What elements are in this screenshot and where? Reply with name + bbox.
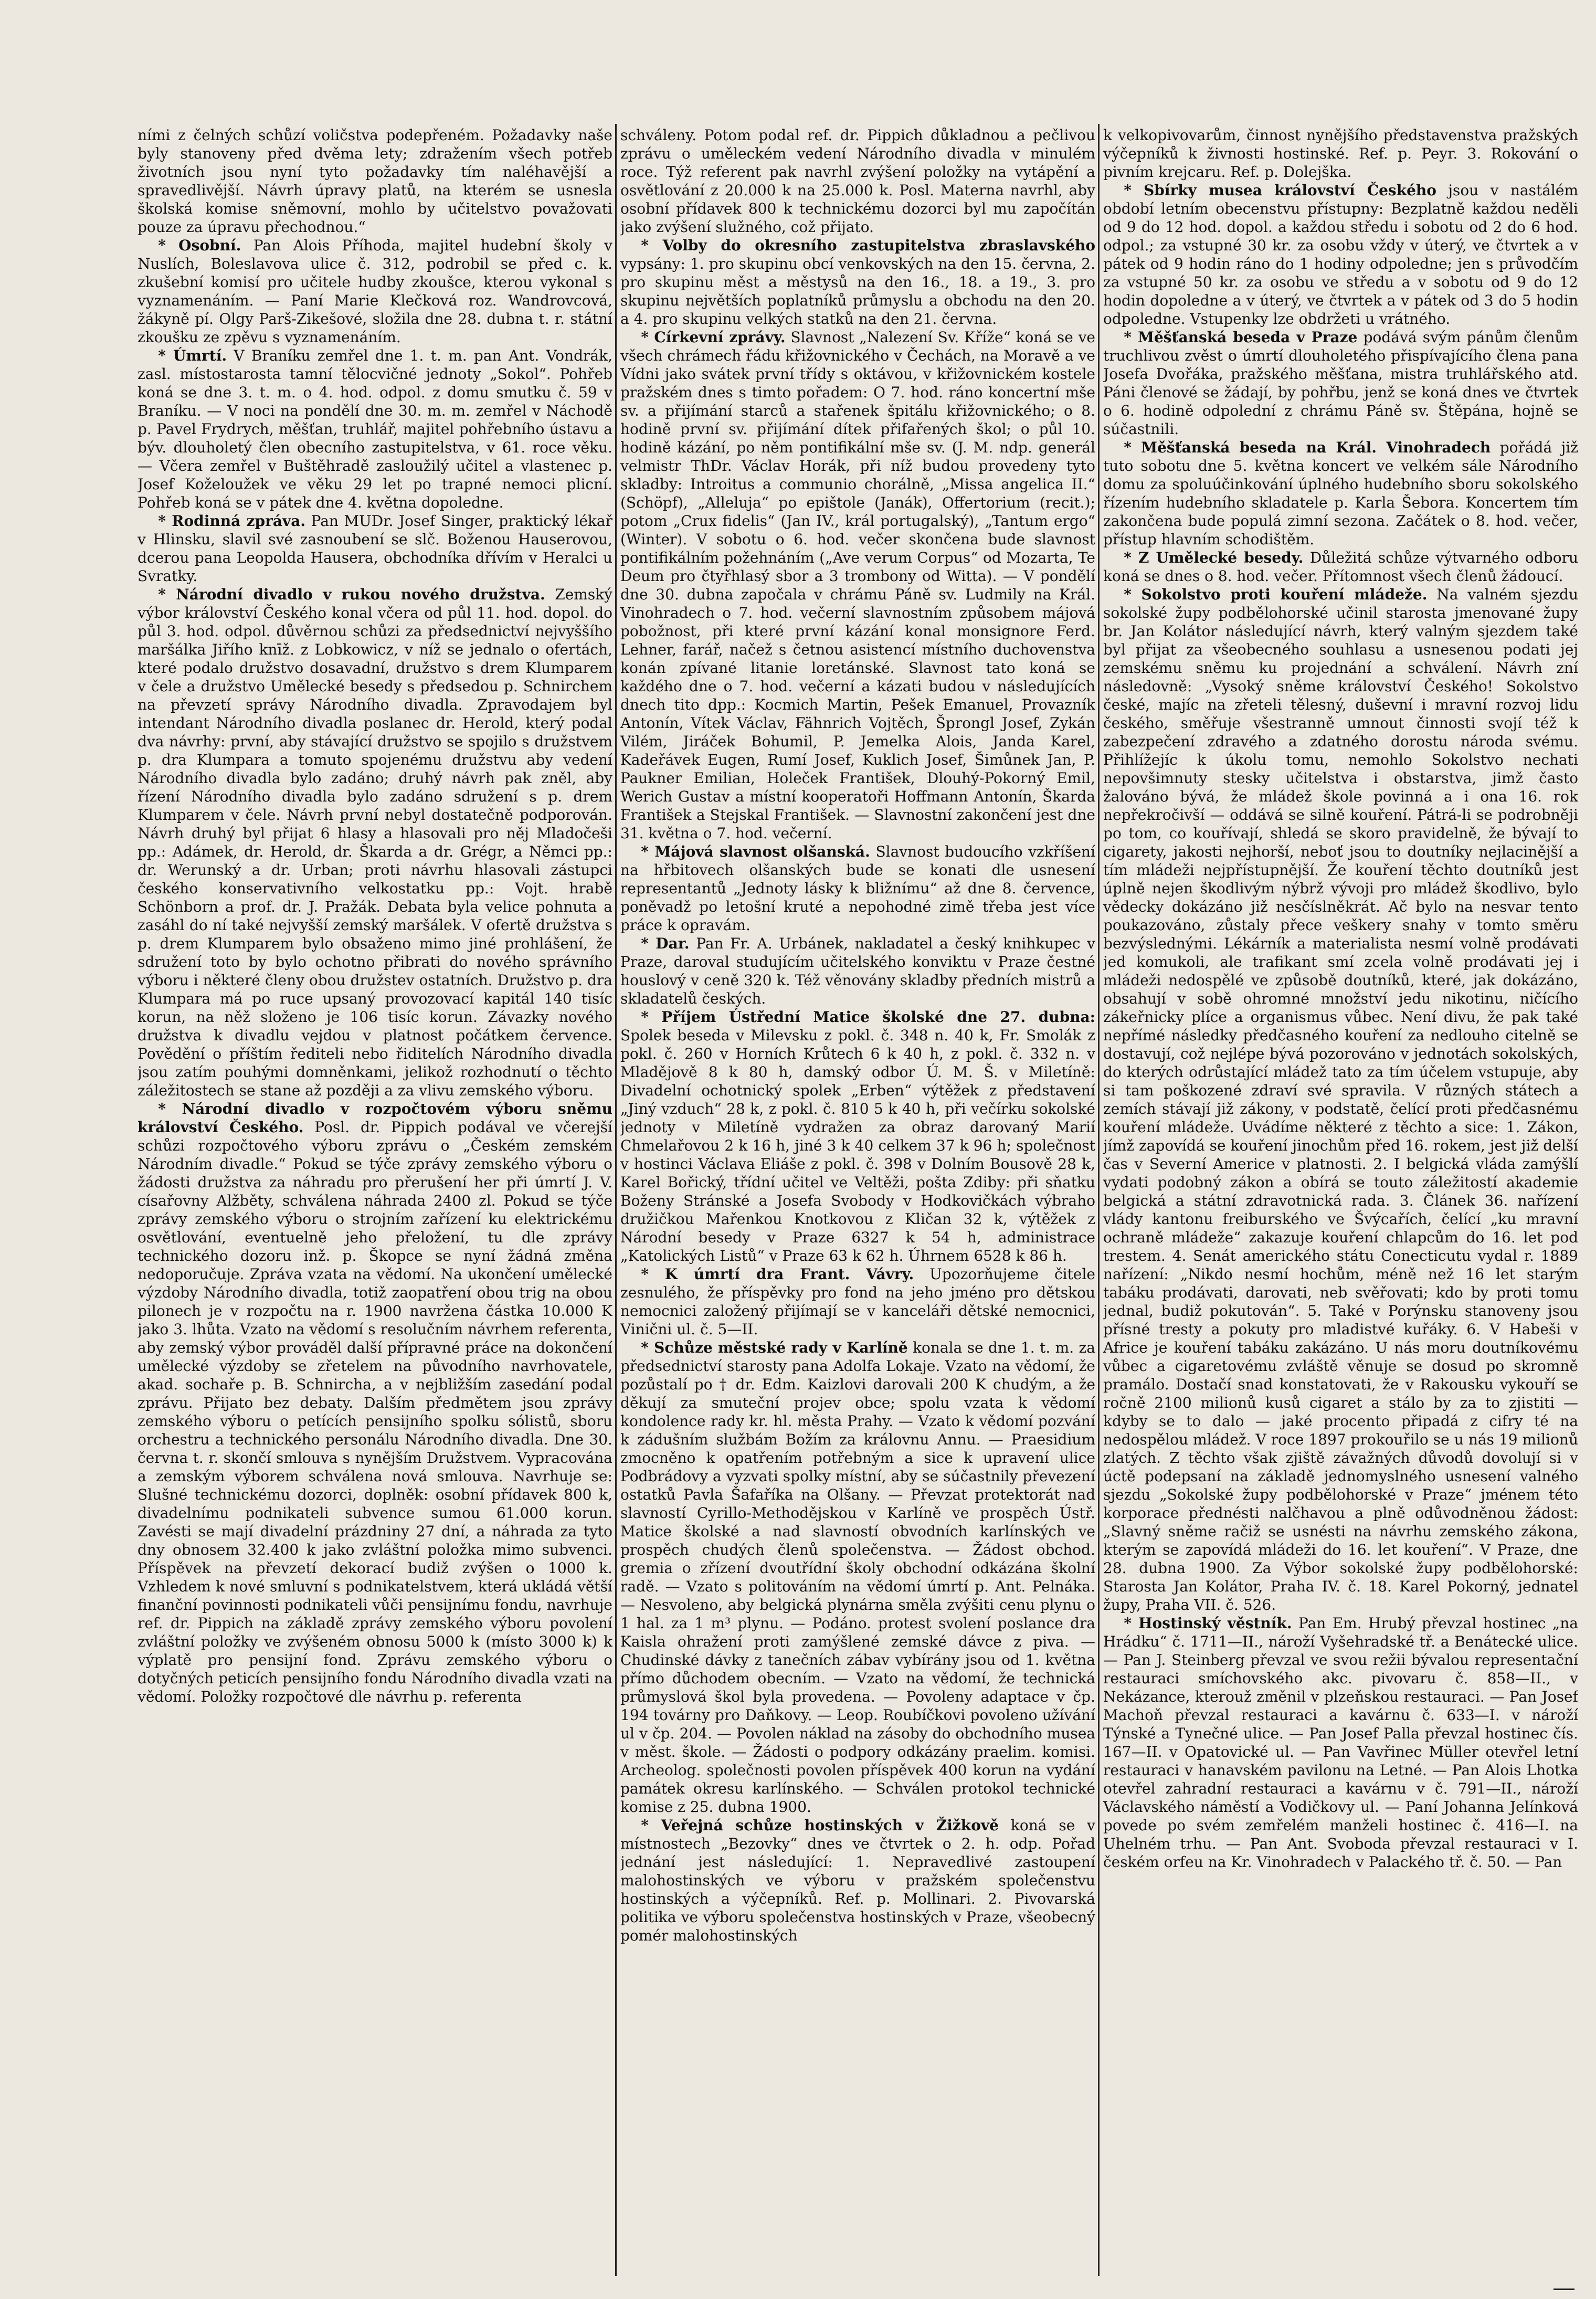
article-heading: * Sbírky musea království Českého (1124, 182, 1436, 199)
article-heading: * Měšťanská beseda na Král. Vinohradech (1124, 439, 1491, 456)
article-text: Pan MUDr. Josef Singer, praktický lékař v Hlinsku, slavil své zasnoubení se slč. Boženou Hauserovou, dcerou pana Leopolda Hausera, obchodníka dřívím v Heralci u Svratky. (138, 512, 612, 585)
article-paragraph (1103, 1614, 1578, 1871)
article-paragraph (1103, 585, 1578, 1614)
article-text: podává svým pánům členům truchlivou zvěst o úmrtí dlouholetého přispívajícího člena pana Josefa Dvořáka, pražského měšťana, mistra truhlářského atd. Páni členové se žádají, by pohřbu, jenž se koná dnes ve čtvrtek o 6. hodině odpolední z chrámu Páně sv. Štěpána, hojně se súčastnili. (1103, 329, 1578, 438)
article-heading: * Církevní zprávy. (641, 329, 786, 346)
article-paragraph (138, 126, 612, 236)
article-heading: * Sokolstvo proti kouření mládeže. (1124, 586, 1428, 603)
article-paragraph (620, 1816, 1095, 1945)
article-text: Pan Alois Příhoda, majitel hudební školy v Nuslích, Boleslavova ulice č. 312, podrobil se před c. k. zkušební komisí pro učitele hudby zkoušce, kterou vykonal s vyznamenáním. — Paní Marie Klečková roz. Wandrovcová, žákyně pí. Olgy Parš-Zikešové, složila dne 28. dubna t. r. státní zkoušku ze zpěvu s vyznamenáním. (138, 237, 612, 346)
article-heading: * Volby do okresního zastupitelstva zbraslavského (641, 237, 1095, 254)
article-text: schváleny. Potom podal ref. dr. Pippich důkladnou a pečlivou zprávu o uměleckém vedení Národního divadla v minulém roce. Týž referent pak navrhl zvýšení položky na vytápění a osvětlování z 20.000 k na 25.000 k. Posl. Materna navrhl, aby osobní přídavek 800 k technickému dozorci byl mu započítán jako zvýšení služného, což přijato. (620, 126, 1095, 236)
article-heading: * Národní divadlo v rukou nového družstva. (158, 586, 545, 603)
article-heading: * Dar. (641, 935, 690, 952)
article-text: vypsány: 1. pro skupinu obcí venkovských na den 15. června, 2. pro skupinu měst a městysů na den 16., 18. a 19., 3. pro skupinu největších poplatníků průmyslu a obchodu na den 20. a 4. pro skupinu velkých statků na den 21. června. (620, 255, 1095, 328)
article-text: jsou v nastálém období letním obecenstvu přístupny: Bezplatně každou neděli od 9 do 12 hod. dopol. a každou středu i sobotu od 2 do 6 hod. odpol.; za vstupné 30 kr. za osobu vždy v úterý, ve čtvrtek a v pátek od 9 hodin ráno do 1 hodiny odpoledne; jen s průvodčím za vstupné 50 kr. za osobu ve středu a v sobotu od 9 do 12 hodin dopoledne a v úterý, ve čtvrtek a v pátek od 3 do 5 hodin odpoledne. Vstupenky lze obdržeti u vrátného. (1103, 182, 1578, 328)
article-paragraph (138, 512, 612, 585)
article-paragraph (620, 1338, 1095, 1816)
article-text: Pan Fr. A. Urbánek, nakladatel a český knihkupec v Praze, daroval studujícím učitelského konviktu v Praze čestné houslový v ceně 320 k. Též věnovány skladby předních mistrů a skladatelů českých. (620, 935, 1095, 1007)
article-paragraph (138, 1100, 612, 1706)
article-paragraph (1103, 181, 1578, 328)
article-text: koná se v místnostech „Bezovky“ dnes ve čtvrtek o 2. h. odp. Pořad jednání jest následující: 1. Nepravedlivé zastoupení malohostinských ve výboru v pražském společenstvu hostinských a výčepníků. Ref. p. Mollinari. 2. Pivovarská politika ve výboru společenstva hostinských v Praze, všeobecný pomér malohostinských (620, 1817, 1095, 1944)
article-heading: * Příjem Ústřední Matice školské dne 27. dubna: (641, 1008, 1095, 1026)
article-text: Upozorňujeme čitele zesnulého, že příspěvky pro fond na jeho jméno pro dětskou nemocnici založený přijímají se v kanceláři dětské nemocnici, Vinični ul. č. 5—II. (620, 1265, 1095, 1338)
article-text: Slavnost „Nalezení Sv. Kříže“ koná se ve všech chrámech řádu křižovnického v Čechách, na Moravě a ve Vídni jako svátek první třídy s oktávou, v křižovnickém kostele pražském dnes s timto pořadem: O 7. hod. ráno koncertní mše sv. a přijímání starců a stařenek špitálu křižovnického; o 8. hodině první sv. přijímání dítek přifařených škol; o půl 10. hodině kázání, po něm pontifikální mše sv. (J. M. ndp. generál velmistr ThDr. Václav Horák, při níž budou provedeny tyto skladby: Introitus a communio chorálně, „Missa angelica II.“ (Schöpf), „Alleluja“ po epištole (Janák), Offertorium (recit.); potom „Crux fidelis“ (Jan IV., král portugalský), „Tantum ergo“ (Winter). V sobotu o 6. hod. večer skončena bude slavnost pontifikálním požehnáním („Ave verum Corpus“ od Mozarta, Te Deum pro čtyřhlasý sbor a 3 trombony od Witta). — V pondělí dne 30. dubna započala v chrámu Páně sv. Ludmily na Král. Vinohradech o 7. hod. večerní slavnostním způsobem májová pobožnost, při které první kázání konal monsignore Ferd. Lehner, farář, načež s četnou asistencí místního duchovenstva konán zpívané litanie loretánské. Slavnost tato koná se každého dne o 7. hod. večerní a kázati budou v následujících dnech tito dpp.: Kocmich Martin, Pešek Emanuel, Provazník Antonín, Vítek Václav, Fähnrich Vojtěch, Šprongl Josef, Zykán Vilém, Jiráček Bohumil, P. Jemelka Alois, Janda Karel, Kadeřávek Eugen, Rumí Josef, Kuklich Josef, Šimůnek Jan, P. Paukner Emilian, Holeček František, Dlouhý-Pokorný Emil, Werich Gustav a místní kooperatoři Hoffmann Antonín, Škarda František a Stejskal František. — Slavnostní zakončení jest dne 31. května o 7. hod. večerní. (620, 329, 1095, 842)
article-text: Důležitá schůze výtvarného odboru koná se dnes o 8. hod. večer. Přítomnost všech členů žádoucí. (1103, 549, 1578, 585)
column-rule (1098, 124, 1100, 2276)
article-paragraph (138, 585, 612, 1100)
article-text: Posl. dr. Pippich podával ve včerejší schůzi rozpočtového výboru zprávu o „Českém zemském Národním divadle.“ Pokud se týče zprávy zemského výboru o žádosti družstva za náhradu pro přerušení her při úmrtí J. V. císařovny Alžběty, schválena náhrada 2400 zl. Pokud se týče zprávy zemského výboru o strojním zařízení ku elektrickému osvětlování, eventuelně jeho přeložení, tu dle zprávy technického dozoru inž. p. Škopce se nyní žádná změna nedoporučuje. Zpráva vzata na vědomí. Na ukončení umělecké výzdoby Národního divadla, totiž zaopatření obou trig na obou pilonech je v rozpočtu na r. 1900 navržena částka 10.000 K jako 3. lhůta. Vzato na vědomí s resolučním návrhem referenta, aby zemský výbor prováděl další přípravné práce na dokončení umělecké výzdoby se zřetelem na původního navrhovatele, akad. sochaře p. B. Schnircha, a v nejbližším zasedání podal zprávu. Přijato bez debaty. Dalším předmětem jsou zprávy zemského výboru o petících pensijního spolku sólistů, sboru orchestru a technického personálu Národního divadla. Dne 30. června t. r. skončí smlouva s nynějším Družstvem. Vypracována a zemským výborem schválena nová smlouva. Navrhuje se: Slušné technickému dozorci, doplněk: osobní přídavek 800 k, divadelnímu podnikateli subvence sumou 61.000 korun. Zavésti se mají divadelní prázdniny 27 dní, a náhrada za tyto dny obnosem 32.400 k jako zvláštní položka mimo subvenci. Příspěvek na převzetí dekorací budiž zvýšen o 1000 k. Vzhledem k nové smluvní s podnikatelstvem, která ukládá větší finanční povinnosti podnikateli vůči pensijnímu fondu, navrhuje ref. dr. Pippich na základě zprávy zemského výboru povolení zvláštní položky ve zvýšeném obnosu 5000 k (místo 3000 k) k výplatě pro pensijní fond. Zprávu zemského výboru o dotyčných peticích pensijního fondu Národního divadla vzati na vědomí. Položky rozpočtové dle návrhu p. referenta (138, 1119, 612, 1705)
article-paragraph (620, 934, 1095, 1008)
column-3 (1103, 126, 1578, 2273)
article-paragraph (1103, 438, 1578, 549)
column-rule (615, 124, 617, 2276)
article-heading: * Úmrtí. (158, 347, 227, 364)
article-heading: * Měšťanská beseda v Praze (1124, 329, 1358, 346)
article-paragraph (1103, 549, 1578, 585)
article-heading: * Osobní. (158, 237, 241, 254)
article-heading: * Hostinský věstník. (1124, 1615, 1292, 1632)
article-paragraph (620, 328, 1095, 842)
article-text: Pan Em. Hrubý převzal hostinec „na Hrádku“ č. 1711—II., nároží Vyšehradské tř. a Benátecké ulice. — Pan J. Steinberg převzal ve svou režii bývalou representační restauraci smíchovského akc. pivovaru č. 858—II., v Nekázance, kterouž změnil v plzeňskou restauraci. — Pan Josef Machoň převzal restauraci a kavárnu č. 633—I. v nároží Týnské a Tynečné ulice. — Pan Josef Palla převzal hostinec čís. 167—II. v Opatovické ul. — Pan Vavřinec Müller otevřel letní restauraci v hanavském pavilonu na Letné. — Pan Alois Lhotka otevřel zahradní restauraci a kavárnu v č. 791—II., nároží Václavského náměstí a Vodičkovy ul. — Paní Johanna Jelínková povede po svém zemřelém manželi hostinec č. 416—I. na Uhelném trhu. — Pan Ant. Svoboda převzal restauraci v I. českém orfeu na Kr. Vinohradech v Palackého tř. č. 50. — Pan (1103, 1615, 1578, 1871)
article-text: ními z čelných schůzí voličstva podepřeném. Požadavky naše byly stanoveny před dvěma lety; zdražením všech potřeb životních jsou nyní tyto požadavky tím naléhavější a spravedlivější. Návrh úpravy platů, na kterém se usnesla školská komise sněmovní, mohlo by učitelstvo považovati pouze za úpravu přechodnou.“ (138, 126, 612, 236)
column-1 (138, 126, 612, 2273)
end-dash (1553, 2289, 1574, 2290)
article-heading: * Veřejná schůze hostinských v Žižkově (641, 1817, 999, 1834)
article-heading: * K úmrtí dra Frant. Vávry. (641, 1265, 914, 1283)
article-paragraph (620, 236, 1095, 328)
article-heading: * Národní divadlo v rozpočtovém výboru sněmu království Českého. (138, 1100, 612, 1136)
article-text: konala se dne 1. t. m. za předsednictví starosty pana Adolfa Lokaje. Vzato na vědomí, že pozůstalí po † dr. Edm. Kaizlovi darovali 200 K chudým, a že děkují za smuteční projev obce; spolu vzata k vědomí kondolence rady kr. hl. města Prahy. — Vzato k vědomí pozvání k zádušním službám Božím za královnu Annu. — Praesidium zmocněno k opatřením potřebným a sice k upravení ulice Podbrádovy a vyzvati spolky místní, aby se súčastnily převezení ostatků Pavla Šafaříka na Olšany. — Převzat protektorát nad slavností Cyrillo-Methodějskou v Karlíně ve prospěch Ústř. Matice školské a nad slavností obvodních karlínských ve prospěch chudých členů společenstva. — Žádost obchod. gremia o zřízení dvoutřídní školy obchodní odkázána školní radě. — Vzato s politováním na vědomí úmrtí p. Ant. Pelnáka. — Nesvoleno, aby belgická plynárna směla zvýšiti cenu plynu o 1 hal. za 1 m³ plynu. — Podáno. protest svolení poslance dra Kaisla ohražení proti zamýšlené zemské dávce z piva. — Chudinské dávky z tanečních zábav vybírány jsou od 1. května přímo důchodem obecním. — Vzato na vědomí, že technická průmyslová škol byla provedena. — Povoleny adaptace v čp. 194 továrny pro Daňkovy. — Leop. Roubíčkovi povoleno užívání ul v čp. 204. — Povolen náklad na zásoby do obchodního musea v měst. škole. — Žádosti o podpory odkázány praelim. komisi. Archeolog. společnosti povolen příspěvek 400 korun na vydání památek okresu karlínského. — Schválen protokol technické komise z 25. dubna 1900. (620, 1339, 1095, 1816)
article-paragraph (1103, 328, 1578, 438)
article-paragraph (620, 842, 1095, 934)
article-heading: * Z Umělecké besedy. (1124, 549, 1304, 566)
article-text: Spolek beseda v Milevsku z pokl. č. 348 n. 40 k, Fr. Smolák z pokl. č. 260 v Horních Krůtech 6 k 40 h, z pokl. č. 332 n. v Mladějově 8 k 80 h, damský odbor Ú. M. Š. v Miletíně: Divadelní ochotnický spolek „Erben“ výtěžek z představení „Jiný vzduch“ 28 k, z pokl. č. 810 5 k 40 h, při večírku sokolské jednoty v Miletíně vydražen za obraz darovaný Marií Chmelařovou 2 k 16 h, jiné 3 k 40 celkem 37 k 96 h; společnost v hostinci Václava Eliáše z pokl. č. 398 v Dolním Bousově 28 k, Karel Bořický, třídní učitel ve Veltěži, pošta Zdiby: při sňatku Boženy Stránské a Josefa Svobody v Hodkovičkách výbraho družičkou Mařenkou Knotkovou z Kličan 32 k, výtěžek z Národní besedy v Praze 6327 k 54 h, administrace „Katolických Listů“ v Praze 63 k 62 h. Úhrnem 6528 k 86 h. (620, 1027, 1095, 1264)
article-heading: * Rodinná zpráva. (158, 512, 306, 530)
article-paragraph (1103, 126, 1578, 181)
article-paragraph (620, 1008, 1095, 1265)
article-text: k velkopivovarům, činnost nynějšího představenstva pražských výčepníků k živnosti hostinské. Ref. p. Peyr. 3. Rokování o pivním krejcaru. Ref. p. Dolejška. (1103, 126, 1578, 181)
article-paragraph (620, 126, 1095, 236)
article-heading: * Schůze městské rady v Karlíně (641, 1339, 908, 1356)
article-paragraph (138, 236, 612, 346)
column-2 (620, 126, 1095, 2273)
article-text: V Braníku zemřel dne 1. t. m. pan Ant. Vondrák, zasl. místostarosta tamní tělocvičné jednoty „Sokol“. Pohřeb koná se dne 3. t. m. o 4. hod. odpol. z domu smutku č. 59 v Braníku. — V noci na pondělí dne 30. m. m. zemřel v Náchodě p. Pavel Frydrych, měšťan, truhlář, majitel pohřebního ústavu a býv. dlouholetý člen obecního zastupitelstva, v 61. roce věku. — Včera zemřel v Buštěhradě zasloužilý učitel a vlastenec p. Josef Koželoužek ve věku 29 let po trapné nemoci plicní. Pohřeb koná se v pátek dne 4. května dopoledne. (138, 347, 612, 511)
article-text: Zemský výbor království Českého konal včera od půl 11. hod. dopol. do půl 3. hod. odpol. důvěrnou schůzi za předsednictví nejvyššího maršálka Jiřího knīž. z Lobkowicz, v níž se jednalo o ofertách, které podalo družstvo dosavadní, družstvo s drem Klumparem v čele a družstvo Umělecké besedy s předsedou p. Schnirchem na převzetí správy Národního divadla. Zpravodajem byl intendant Národního divadla poslanec dr. Herold, který podal dva návrhy: první, aby stávající družstvo se spojilo s družstvem p. dra Klumpara a tomuto spojenému družstvu aby vedení Národního divadla bylo zadáno; druhý návrh pak zněl, aby řízení Národního divadla bylo zadáno sdružení s p. drem Klumparem v čele. Návrh první nebyl dostatečně podporován. Návrh druhý byl přijat 6 hlasy a hlasovali pro něj Mladočeši pp.: Adámek, dr. Herold, dr. Škarda a dr. Grégr, a Němci pp.: dr. Werunský a dr. Urban; proti návrhu hlasovali zástupci českého konservativního velkostatku pp.: Vojt. hrabě Schönborn a prof. dr. J. Pražák. Debata byla velice pohnuta a zasáhl do ní také nejvyšší zemský maršálek. V ofertě družstva s p. drem Klumparem bylo obsaženo mimo jiné prohlášení, že sdružení toto by bylo ochotno přibrati do nového správního výboru i některé členy obou družstev ostatních. Družstvo p. dra Klumpara má po ruce upsaný provozovací kapitál 140 tisíc korun, na něž složeno je 106 tisíc korun. Závazky nového družstva k divadlu vejdou v platnost počátkem července. Povědění o příštím řediteli nebo řiditelích Národního divadla jsou zatím pouhými domněnkami, jelikož rozhodnutí o těchto záležitostech se stane až později a za vlivu zemského výboru. (138, 586, 612, 1099)
article-paragraph (138, 346, 612, 512)
article-text: pořádá již tuto sobotu dne 5. května koncert ve velkém sále Národního domu za spoluúčinkování úplného hudebního sboru sokolského řízením hudebního skladatele p. Karla Šebora. Koncertem tím zakončena bude populá zimní sezona. Začátek o 8. hod. večer, přístup hlavním schodištěm. (1103, 439, 1578, 548)
article-paragraph (620, 1265, 1095, 1338)
article-heading: * Májová slavnost olšanská. (641, 843, 870, 860)
article-text: Na valném sjezdu sokolské župy podbělohorské učinil starosta jmenované župy br. Jan Kolátor následující návrh, který valným sjezdem také byl přijat za všeobecného souhlasu a usnesenou podati jej zemskému sněmu ku projednání a schválení. Návrh zní následovně: „Vysoký sněme království Českého! Sokolstvo české, majíc na zřeteli tělesný, duševní i mravní rozvoj lidu českého, směřuje všestranně umnout činnosti svojí též k zabezpečení zdravého a zdatného dorostu národa svému. Přihlížejíc k úkolu tomu, nemohlo Sokolstvo nechati nepovšimnuty stesky učitelstva i obstarstva, jimž často žalováno bývá, že mládež škole povinná a i ona 16. rok nepřekročivší — oddává se silně kouření. Pátrá-li se podrobněji po tom, co kouřívají, shledá se skoro pravidelně, že bývají to cigarety, jakosti nejhorší, neboť jsou to doutníky nejlacinější a tím mládeži nejpřístupnější. Že kouření těchto doutníků jest úplně nejen škodlivým nýbrž vývoji pro mládež škodlivo, bylo vědecky dokázáno již nesčíslněkrát. Ač bylo na nesvar tento poukazováno, zůstaly přece veškery snahy v tomto směru bezvýslednými. Lékárník a materialista nesmí volně prodávati jed komukoli, ale trafikant smí zcela volně prodávati jej i mládeži nedospělé ve způsobě doutníků, které, jak dokázáno, obsahují v sobě ohromné množství jedu nikotinu, ničícího zákeřnicky plíce a organismus vůbec. Není divu, že pak také nepřímé následky předčasného kouření za nedlouho citelně se dostavují, což nejlépe bývá pozorováno v jednotách sokolských, do kterých odrůstající mládež tato za tím účelem vstupuje, aby si tam poškozené zdraví své spravila. V různých státech a zemích stávají již zákony, v podstatě, čelící proti předčasnému kouření mládeže. Uvádíme některé z těchto a sice: 1. Zákon, jímž zapovídá se kouření jinochům před 16. rokem, jest již delší čas v Severní Americe v platnosti. 2. I belgická vláda zamýšlí vydati podobný zákon a obírá se touto záležitostí akademie belgická a státní zdravotnická rada. 3. Článek 36. nařízení vlády kantonu freiburského ve Švýcařích, čelící „ku mravní ochraně mládeže“ zakazuje kouření chlapcům do 16. let pod trestem. 4. Senát amerického státu Conecticutu vydal r. 1889 nařízení: „Nikdo nesmí hochům, méně než 16 let starým tabáku prodávati, darovati, neb svěřovati; kdo by proti tomu jednal, budiž pokutován“. 5. Také v Porýnsku stanoveny jsou přísné tresty a pokuty pro mladistvé kuřáky. 6. V Habeši v Africe je kouření tabáku zakázáno. U nás moru doutníkovému vůbec a cigaretovému zvláště věnuje se dosud po skromně pramálo. Dostačí snad konstatovati, že v Rakousku vykouří se ročně 2100 milionů kusů cigaret a stálo by za to zjistiti — kdyby se to dalo — jaké procento připadá z cifry té na nedospělou mládež. V roce 1897 prokouřilo se u nás 19 milionů zlatých. Z těchto však zjiště závažných důvodů dovolují si v úctě podepsaní na základě jednomyslného usnesení valného sjezdu „Sokolské župy podbělohorské v Praze“ jménem této korporace přednésti nalčhavou a plně odůvodněnou žádost: „Slavný sněme račiž se usnésti na návrhu zemského zákona, kterým se zapovídá mládeži do 16. let kouření“. V Praze, dne 28. dubna 1900. Za Výbor sokolské župy podbělohorské: Starosta Jan Kolátor, Praha IV. č. 18. Karel Pokorný, jednatel župy, Praha VII. č. 526. (1103, 586, 1578, 1613)
article-text: Slavnost budoucího vzkříšení na hřbitovech olšanských bude se konati dle usnesení representantů „Jednoty lásky k bližnímu“ až dne 8. července, poněvadž po letošní kruté a nepohodné zimě třeba jest více práce k opravám. (620, 843, 1095, 934)
